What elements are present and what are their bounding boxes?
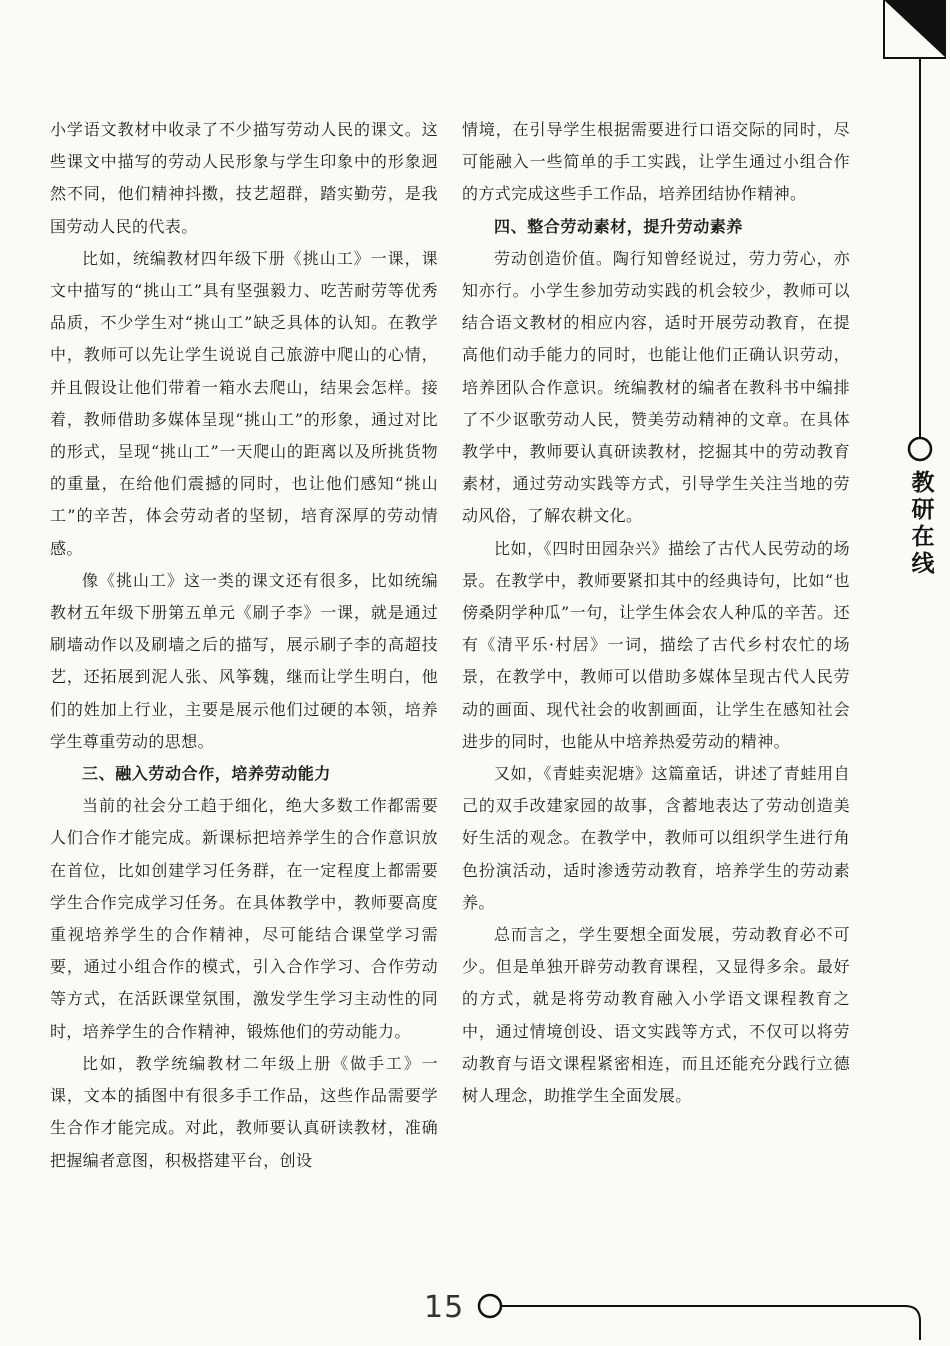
paragraph: 情境，在引导学生根据需要进行口语交际的同时，尽可能融入一些简单的手工实践，让学生通过小组合作的方式完成这些手工作品，培养团结协作精神。 [462, 120, 850, 204]
paragraph: 比如，统编教材四年级下册《挑山工》一课，课文中描写的“挑山工”具有坚强毅力、吃苦耐劳等优秀品质，不少学生对“挑山工”缺乏具体的认知。在教学中，教师可以先让学生说说自己旅游中爬山的心情，并且假设让他们带着一箱水去爬山，结果会怎样。接着，教师借助多媒体呈现“挑山工”的形象，通过对比的形式，呈现“挑山工”一天爬山的距离以及所挑货物的重量，在给他们震撼的同时，也让他们感知“挑山工”的辛苦，体会劳动者的坚韧，培育深厚的劳动情感。 [50, 248, 438, 558]
section-heading: 四、整合劳动素材，提升劳动素养 [494, 216, 744, 236]
section-heading: 三、融入劳动合作，培养劳动能力 [82, 764, 332, 784]
page-number: 15 [424, 1290, 465, 1325]
footer-rule [501, 1306, 920, 1340]
paragraph: 像《挑山工》这一类的课文还有很多，比如统编教材五年级下册第五单元《刷子李》一课，就是通过刷墙动作以及刷墙之后的描写，展示刷子李的高超技艺，还拓展到泥人张、风筝魏，继而让学生明白，他们的姓加上行业，主要是展示他们过硬的本领，培养学生尊重劳动的思想。 [50, 570, 438, 751]
paragraph: 总而言之，学生要想全面发展，劳动教育必不可少。但是单独开辟劳动教育课程，又显得多余。最好的方式，就是将劳动教育融入小学语文课程教育之中，通过情境创设、语文实践等方式，不仅可以将劳动教育与语文课程紧密相连，而且还能充分践行立德树人理念，助推学生全面发展。 [462, 925, 850, 1106]
left-column [50, 114, 438, 1177]
corner-triangle [884, 0, 946, 58]
paragraph: 劳动创造价值。陶行知曾经说过，劳力劳心，亦知亦行。小学生参加劳动实践的机会较少，教师可以结合语文教材的相应内容，适时开展劳动教育，在提高他们动手能力的同时，也能让他们正确认识劳动，培养团队合作意识。统编教材的编者在教科书中编排了不少讴歌劳动人民，赞美劳动精神的文章。在具体教学中，教师要认真研读教材，挖掘其中的劳动教育素材，通过劳动实践等方式，引导学生关注当地的劳动风俗，了解农耕文化。 [462, 248, 850, 526]
right-column [462, 114, 850, 1112]
paragraph: 比如，《四时田园杂兴》描绘了古代人民劳动的场景。在教学中，教师要紧扣其中的经典诗句，比如“也傍桑阴学种瓜”一句，让学生体会农人种瓜的辛苦。还有《清平乐·村居》一词，描绘了古代乡村农忙的场景，在教学中，教师可以借助多媒体呈现古代人民劳动的画面、现代社会的收割画面，让学生在感知社会进步的同时，也能从中培养热爱劳动的精神。 [462, 538, 850, 751]
paragraph: 当前的社会分工趋于细化，绝大多数工作都需要人们合作才能完成。新课标把培养学生的合作意识放在首位，比如创建学习任务群，在一定程度上都需要学生合作完成学习任务。在具体教学中，教师要高度重视培养学生的合作精神，尽可能结合课堂学习需要，通过小组合作的模式，引入合作学习、合作劳动等方式，在活跃课堂氛围，激发学生学习主动性的同时，培养学生的合作精神，锻炼他们的劳动能力。 [50, 796, 438, 1041]
footer-circle [479, 1295, 501, 1317]
side-rule-circle [909, 438, 931, 460]
section-side-title: 教研在线 [911, 470, 935, 577]
paragraph: 小学语文教材中收录了不少描写劳动人民的课文。这些课文中描写的劳动人民形象与学生印象中的形象迥然不同，他们精神抖擞，技艺超群，踏实勤劳，是我国劳动人民的代表。 [50, 120, 438, 236]
paragraph: 比如，教学统编教材二年级上册《做手工》一课，文本的插图中有很多手工作品，这些作品需要学生合作才能完成。对此，教师要认真研读教材，准确把握编者意图，积极搭建平台，创设 [50, 1053, 438, 1170]
paragraph: 又如，《青蛙卖泥塘》这篇童话，讲述了青蛙用自己的双手改建家园的故事，含蓄地表达了劳动创造美好生活的观念。在教学中，教师可以组织学生进行角色扮演活动，适时渗透劳动教育，培养学生的劳动素养。 [462, 764, 850, 912]
